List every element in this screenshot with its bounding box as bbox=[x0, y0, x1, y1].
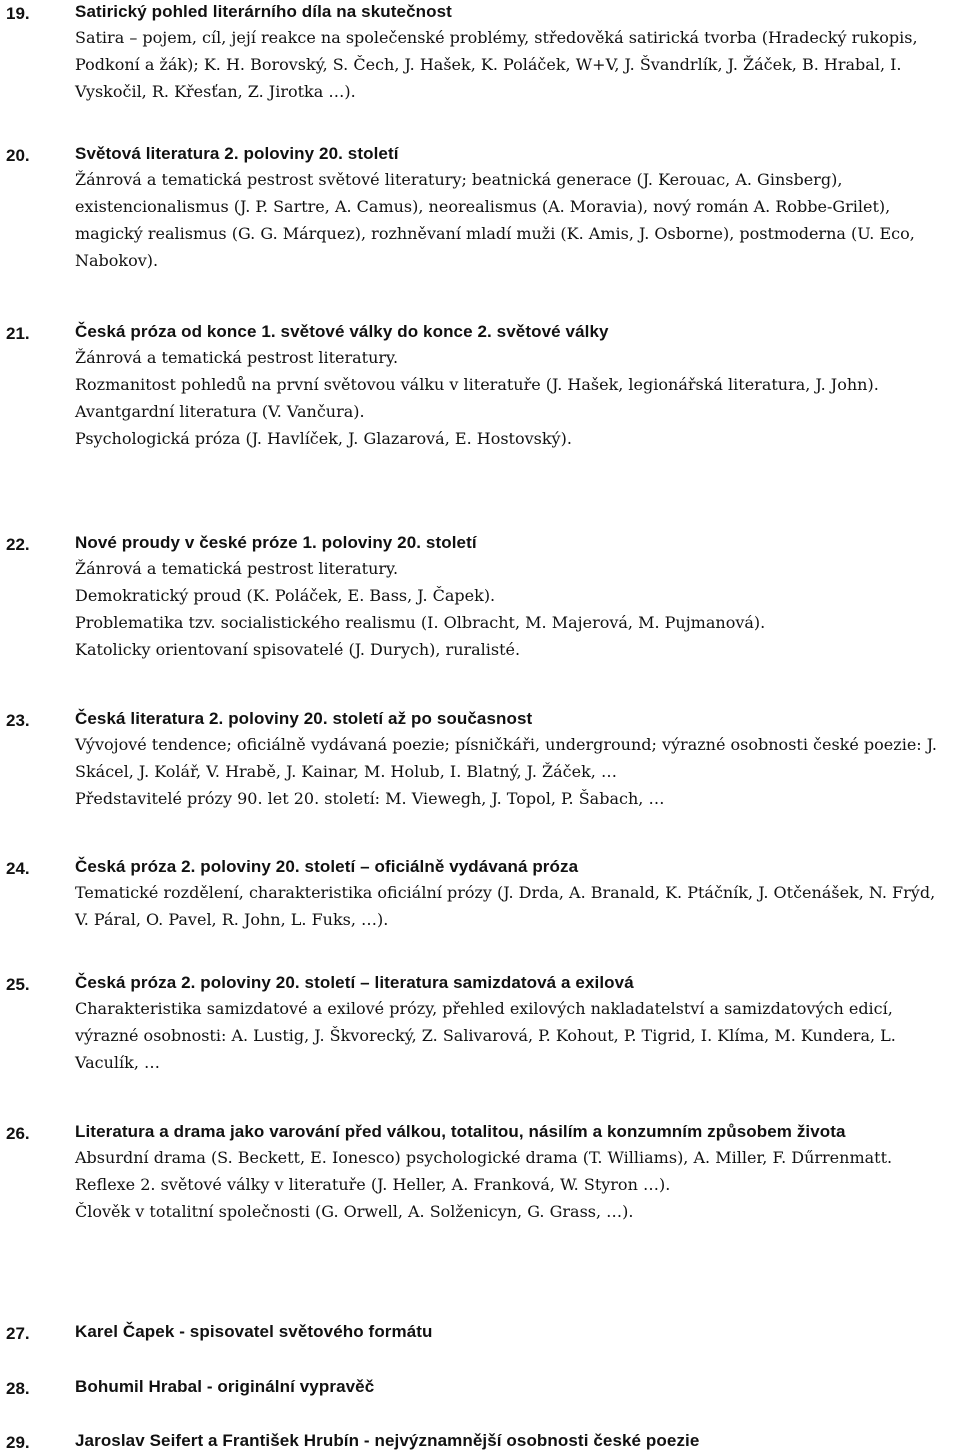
topic-paragraph: Problematika tzv. socialistického realismu (I. Olbracht, M. Majerová, M. Pujmanová). bbox=[75, 613, 766, 632]
topic-title: Jaroslav Seifert a František Hrubín - nejvýznamnější osobnosti české poezie bbox=[75, 1431, 700, 1450]
topic-title: Bohumil Hrabal - originální vypravěč bbox=[75, 1377, 375, 1396]
topic-title: Nové proudy v české próze 1. poloviny 20. století bbox=[75, 533, 477, 552]
topic-body bbox=[75, 142, 953, 274]
topic-body bbox=[75, 971, 953, 1076]
topic-number: 26. bbox=[6, 1124, 30, 1143]
topic-body bbox=[75, 855, 953, 933]
topic-22 bbox=[0, 531, 960, 663]
topic-title: Karel Čapek - spisovatel světového formátu bbox=[75, 1322, 433, 1341]
topic-body bbox=[75, 320, 953, 452]
topic-number: 22. bbox=[6, 535, 30, 554]
topic-23 bbox=[0, 707, 960, 812]
topic-paragraph: Rozmanitost pohledů na první světovou válku v literatuře (J. Hašek, legionářská literatura, J. John). bbox=[75, 375, 879, 394]
topic-27 bbox=[0, 1320, 960, 1344]
topic-paragraph: Katolicky orientovaní spisovatelé (J. Durych), ruralisté. bbox=[75, 640, 521, 659]
topic-paragraph: Tematické rozdělení, charakteristika oficiální prózy (J. Drda, A. Branald, K. Ptáčník, J. Otčenášek, N. Frýd, V. Páral, O. Pavel, R. John, L. Fuks, …). bbox=[75, 883, 936, 929]
topic-21 bbox=[0, 320, 960, 452]
topic-title: Česká próza od konce 1. světové války do konce 2. světové války bbox=[75, 322, 609, 341]
topic-paragraph: Žánrová a tematická pestrost literatury. bbox=[75, 559, 399, 578]
topic-body bbox=[75, 1429, 953, 1453]
topic-title: Česká literatura 2. poloviny 20. století až po současnost bbox=[75, 709, 533, 728]
topic-28 bbox=[0, 1375, 960, 1399]
topic-body bbox=[75, 0, 953, 105]
topic-number: 25. bbox=[6, 975, 30, 994]
topic-number: 21. bbox=[6, 324, 30, 343]
topic-body bbox=[75, 1320, 953, 1344]
topic-body bbox=[75, 1375, 953, 1399]
topic-paragraph: Vývojové tendence; oficiálně vydávaná poezie; písničkáři, underground; výrazné osobnosti české poezie: J. Skácel, J. Kolář, V. Hrabě, J. Kainar, M. Holub, I. Blatný, J. Žáček, … bbox=[75, 735, 938, 781]
topic-title: Světová literatura 2. poloviny 20. století bbox=[75, 144, 399, 163]
topic-paragraph: Absurdní drama (S. Beckett, E. Ionesco) psychologické drama (T. Williams), A. Miller, F. Dűrrenmatt. bbox=[75, 1148, 893, 1167]
topic-title: Satirický pohled literárního díla na skutečnost bbox=[75, 2, 452, 21]
topic-26 bbox=[0, 1120, 960, 1225]
topic-paragraph: Reflexe 2. světové války v literatuře (J. Heller, A. Franková, W. Styron …). bbox=[75, 1175, 671, 1194]
topic-body bbox=[75, 531, 953, 663]
topic-24 bbox=[0, 855, 960, 933]
topic-title: Literatura a drama jako varování před válkou, totalitou, násilím a konzumním způsobem života bbox=[75, 1122, 846, 1141]
topic-number: 29. bbox=[6, 1433, 30, 1452]
topic-body bbox=[75, 707, 953, 812]
topic-paragraph: Člověk v totalitní společnosti (G. Orwell, A. Solženicyn, G. Grass, …). bbox=[75, 1202, 634, 1221]
topic-29 bbox=[0, 1429, 960, 1453]
topic-number: 24. bbox=[6, 859, 30, 878]
topic-paragraph: Charakteristika samizdatové a exilové prózy, přehled exilových nakladatelství a samizdatových edicí, výrazné osobnosti: A. Lustig, J. Škvorecký, Z. Salivarová, P. Kohout, P. Tigrid, I. Klíma, M. Kundera, L. Vaculík, … bbox=[75, 999, 896, 1072]
topic-paragraph: Žánrová a tematická pestrost literatury. bbox=[75, 348, 399, 367]
topic-number: 19. bbox=[6, 4, 30, 23]
topic-title: Česká próza 2. poloviny 20. století – literatura samizdatová a exilová bbox=[75, 973, 634, 992]
topic-number: 28. bbox=[6, 1379, 30, 1398]
topic-title: Česká próza 2. poloviny 20. století – oficiálně vydávaná próza bbox=[75, 857, 579, 876]
topic-19 bbox=[0, 0, 960, 105]
topic-paragraph: Satira – pojem, cíl, její reakce na společenské problémy, středověká satirická tvorba (Hradecký rukopis, Podkoní a žák); K. H. Borovský, S. Čech, J. Hašek, K. Poláček, W+V, J. Švandrlík, J. Žáček, B. Hrabal, I. Vyskočil, R. Křesťan, Z. Jirotka …). bbox=[75, 28, 918, 101]
topic-number: 20. bbox=[6, 146, 30, 165]
topic-paragraph: Psychologická próza (J. Havlíček, J. Glazarová, E. Hostovský). bbox=[75, 429, 572, 448]
topic-paragraph: Avantgardní literatura (V. Vančura). bbox=[75, 402, 365, 421]
topic-paragraph: Žánrová a tematická pestrost světové literatury; beatnická generace (J. Kerouac, A. Ginsberg), existencionalismus (J. P. Sartre, A. Camus), neorealismus (A. Moravia), nový román A. Robbe-Grilet), magický realismus (G. G. Márquez), rozhněvaní mladí muži (K. Amis, J. Osborne), postmoderna (U. Eco, Nabokov). bbox=[75, 170, 915, 270]
topic-body bbox=[75, 1120, 953, 1225]
topic-paragraph: Demokratický proud (K. Poláček, E. Bass, J. Čapek). bbox=[75, 586, 496, 605]
topic-paragraph: Představitelé prózy 90. let 20. století: M. Viewegh, J. Topol, P. Šabach, … bbox=[75, 789, 665, 808]
topic-number: 27. bbox=[6, 1324, 30, 1343]
topic-number: 23. bbox=[6, 711, 30, 730]
topic-20 bbox=[0, 142, 960, 274]
topic-25 bbox=[0, 971, 960, 1076]
